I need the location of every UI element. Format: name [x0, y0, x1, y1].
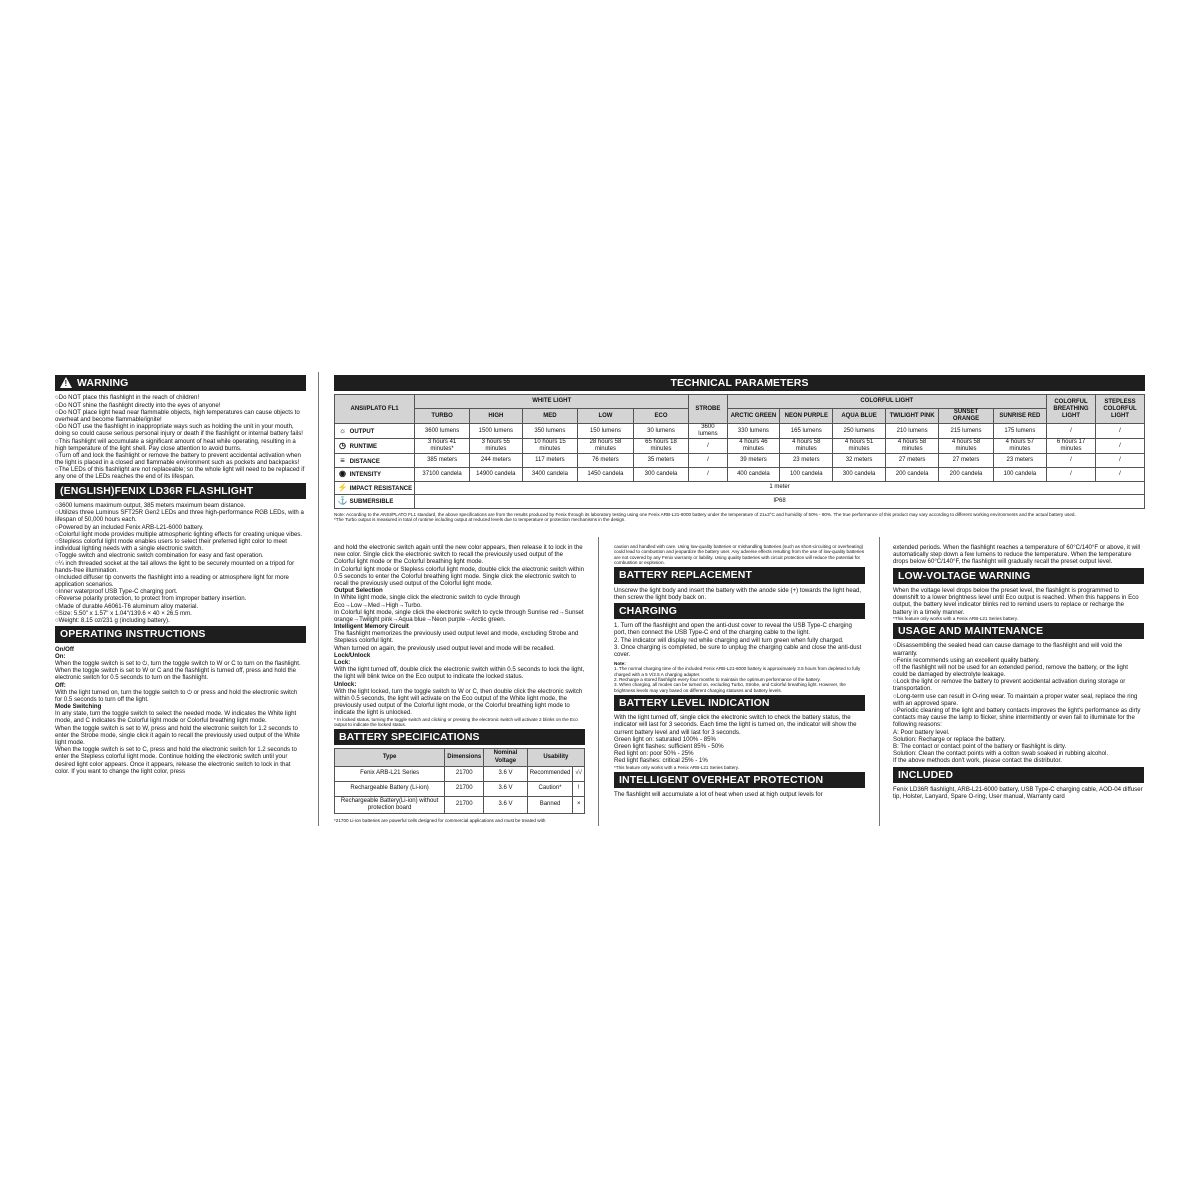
color-mode-header: SUNSET ORANGE	[939, 408, 993, 423]
tech-row	[335, 424, 1145, 439]
impact-row	[335, 481, 1145, 495]
fold-line-2	[598, 537, 599, 826]
usage-item: ○If the flashlight will not be used for an extended period, remove the battery, or the light could be damaged by electrolyte leakage.	[893, 663, 1128, 679]
charging-text-3: 3. Once charging is completed, be sure to unplug the charging cable and close the anti-dust cover.	[614, 643, 862, 658]
feature-item: ○Included diffuser tip converts the flashlight into a reading or atmosphere light for more application scenarios.	[55, 573, 289, 589]
feature-item: ○Weight: 8.15 oz/231 g (including battery).	[55, 617, 170, 624]
table-cell: 4 hours 51 minutes	[833, 439, 886, 454]
table-cell: 100 candela	[780, 468, 833, 482]
strobe-header: STROBE	[689, 395, 727, 424]
feature-item: ○Toggle switch and electronic switch combination for easy and fast operation.	[55, 552, 264, 560]
feature-item: ○Utilizes three Luminus SFT25R Gen2 LEDs and three high-performance RGB LEDs, with a lifespan of 50,000 hours each.	[55, 509, 304, 524]
battery-spec-cell: !	[573, 781, 585, 796]
white-mode-header: TURBO	[415, 408, 470, 423]
on-heading: On:	[55, 652, 66, 660]
table-cell: 4 hours 58 minutes	[780, 439, 833, 454]
impact-icon: ⚡	[337, 482, 348, 492]
battery-note: *21700 Li-ion batteries are powerful cells designed for commercial applications and must be treated with	[334, 817, 546, 823]
off-text: With the light turned on, turn the toggle switch to ⏻ or press and hold the electronic switch for 0.5 seconds to turn off the light.	[55, 688, 298, 703]
usage-list	[893, 642, 1144, 764]
table-cell: 200 candela	[939, 468, 993, 482]
color-mode-header: SUNRISE RED	[993, 408, 1046, 423]
table-cell: /	[1096, 439, 1145, 454]
table-cell: 165 lumens	[780, 424, 833, 439]
overheat-cont-text: extended periods. When the flashlight reaches a temperature of 60°C/140°F or above, it will automatically step down a few lumens to reduce the temperature. When the temperature drops below 60°C/140°F, the flashlight will gradually recall the preset output level.	[893, 544, 1141, 566]
battery-spec-cell: 3.6 V	[484, 766, 527, 781]
battery-spec-cell: 21700	[445, 781, 484, 796]
output-text-1: In White light mode, single click the electronic switch to cycle through Eco→Low→Med→High→Turbo.	[334, 594, 521, 609]
table-cell: /	[689, 454, 727, 468]
unlock-heading: Unlock:	[334, 680, 357, 688]
table-cell: 6 hours 17 minutes	[1047, 439, 1096, 454]
feature-item: ○Inner waterproof USB Type-C charging port.	[55, 588, 178, 596]
tech-header: TECHNICAL PARAMETERS	[334, 375, 1145, 391]
unlock-note: * In locked status, turning the toggle switch and clicking or pressing the electronic switch will activate 2 blinks on the Eco output to indicate the locked status.	[334, 716, 578, 727]
table-cell: 117 meters	[522, 454, 578, 468]
warning-item: ○Do NOT place this flashlight in the reach of children!	[55, 394, 200, 402]
battery-level-header: BATTERY LEVEL INDICATION	[614, 695, 865, 711]
table-cell: 3400 candela	[522, 468, 578, 482]
usage-item: ○Long-term use can result in O-ring wear. To maintain a proper water seal, replace the ring with an approved spare.	[893, 692, 1138, 707]
tech-body	[335, 424, 1145, 509]
usage-item: ○Fenix recommends using an excellent quality battery.	[893, 656, 1040, 664]
battery-spec-cell: Caution*	[527, 781, 573, 796]
charging-text-1: 1. Turn off the flashlight and open the anti-dust cover to reveal the USB Type-C charging port, then connect the USB Type-C end of the charging cable to the light.	[614, 622, 852, 637]
memory-text-2: When turned on again, the previously used output level and mode will be recalled.	[334, 644, 555, 652]
battery-spec-col-header: Dimensions	[445, 749, 484, 766]
caution-text: caution and handled with care. Using low-quality batteries or mishandling batteries (such as short-circuiting or overheating) could lead to combustion and jeopardize the battery user. Any adverse effects resulting from the use of low-quality batteries are not covered by any Fenix warranty or liability. Using quality batteries with circuit protection will reduce the potential for combustion or explosion.	[614, 544, 865, 565]
warning-item: ○Turn off and lock the flashlight or remove the battery to prevent accidental activation when the light is placed in a closed and flammable environment such as pockets and backpacks!	[55, 451, 301, 467]
feature-item: ○Powered by an included Fenix ARB-L21-6000 battery.	[55, 523, 204, 531]
mode-header-row	[335, 408, 1145, 423]
off-heading: Off:	[55, 681, 66, 689]
submersible-value: IP68	[415, 495, 1145, 509]
battery-replacement-header: BATTERY REPLACEMENT	[614, 567, 865, 583]
table-cell: /	[1047, 468, 1096, 482]
usage-item: A: Poor battery level.	[893, 728, 950, 736]
warning-item: ○Do NOT place light head near flammable objects, high temperatures can cause objects to overheat and become flammable/ignite!	[55, 408, 300, 423]
white-mode-header: HIGH	[470, 408, 523, 423]
row-label	[335, 481, 415, 495]
white-mode-header: MED	[522, 408, 578, 423]
row-label-text: IMPACT RESISTANCE	[348, 485, 413, 492]
unlock-text: With the light locked, turn the toggle switch to W or C, then double click the electronic switch within 0.5 seconds, the light will activate on the Eco output of the White light mode, the previously used output of the Colorful light mode, or the Colorful breathing light mode to indicate the light is unlocked.	[334, 687, 583, 717]
overheat-header: INTELLIGENT OVERHEAT PROTECTION	[614, 772, 865, 788]
table-cell: 1450 candela	[578, 468, 634, 482]
table-cell: 3 hours 55 minutes	[470, 439, 523, 454]
cont-text-2: In Colorful light mode or Stepless colorful light mode, double click the electronic switch within 0.5 seconds to enter the Colorful breathing light mode. Single click the electronic switch to recall the previously used output of the Colorful light mode.	[334, 565, 584, 587]
feature-item: ○Colorful light mode provides multiple atmospheric lighting effects for creating unique vibes.	[55, 530, 303, 538]
on-text-2: When the toggle switch is set to W or C and the flashlight is turned off, press and hold the electronic switch for 0.5 seconds to turn on the flashlight.	[55, 667, 297, 682]
row-label-text: DISTANCE	[348, 458, 380, 465]
column-2	[334, 544, 585, 823]
table-cell: 4 hours 57 minutes	[993, 439, 1046, 454]
tech-row	[335, 454, 1145, 468]
battery-spec-body	[335, 766, 585, 813]
table-cell: 100 candela	[993, 468, 1046, 482]
tech-row	[335, 439, 1145, 454]
battery-spec-row	[335, 796, 585, 813]
battery-spec-cell: 3.6 V	[484, 796, 527, 813]
distance-icon: ≡	[340, 455, 345, 465]
battery-spec-cell: Rechargeable Battery(Li-ion) without protection board	[335, 796, 445, 813]
feature-item: ○3600 lumens maximum output, 385 meters maximum beam distance.	[55, 502, 246, 509]
table-cell: 1500 lumens	[470, 424, 523, 439]
fold-line-1	[318, 372, 319, 826]
intensity-icon: ◉	[339, 469, 346, 479]
table-cell: 76 meters	[578, 454, 634, 468]
row-label-text: SUBMERSIBLE	[348, 499, 394, 506]
row-label	[335, 495, 415, 509]
output-text-2: In Colorful light mode, single click the electronic switch to cycle through Sunrise red→Sunset orange→Twilight pink→Aqua blue→Neon purple→Arctic green.	[334, 608, 584, 623]
table-cell: 65 hours 18 minutes	[633, 439, 689, 454]
low-voltage-note: *This feature only works with a Fenix ARB-L21 Series battery.	[893, 615, 1019, 621]
breathing-header: COLORFUL BREATHING LIGHT	[1047, 395, 1096, 424]
usage-item: B: The contact or contact point of the battery or flashlight is dirty.	[893, 742, 1067, 750]
ansi-header: ANSI/PLATO FL1	[335, 395, 415, 424]
memory-text-1: The flashlight memorizes the previously used output level and mode, excluding Strobe and Stepless colorful light.	[334, 630, 579, 645]
level-text-2: Green light on: saturated 100% - 85%	[614, 735, 716, 743]
battery-spec-cell: Recommended	[527, 766, 573, 781]
on-text-1: When the toggle switch is set to ⏻, turn the toggle switch to W or C to turn on the flashlight.	[55, 659, 301, 667]
battery-spec-cell: 3.6 V	[484, 781, 527, 796]
table-cell: 30 lumens	[633, 424, 689, 439]
warning-item: ○Do NOT use the flashlight in inappropriate ways such as holding the unit in your mouth, doing so could cause serious personal injury or death if the flashlight or internal battery fails!	[55, 423, 303, 438]
intro-header: (ENGLISH)FENIX LD36R FLASHLIGHT	[55, 483, 306, 499]
table-cell: 3600 lumens	[415, 424, 470, 439]
overheat-text: The flashlight will accumulate a lot of heat when used at high output levels for	[614, 791, 823, 799]
battery-spec-header-row	[335, 749, 585, 766]
lock-heading: Lock:	[334, 659, 351, 666]
table-cell: 35 meters	[633, 454, 689, 468]
impact-value: 1 meter	[415, 481, 1145, 495]
charging-text-2: 2. The indicator will display red while charging and will turn green when fully charged.	[614, 636, 844, 644]
feature-item: ○¼ inch threaded socket at the tail allows the light to be securely mounted on a tripod for hands-free illumination.	[55, 559, 295, 574]
row-label	[335, 454, 415, 468]
output-selection-heading: Output Selection	[334, 587, 383, 595]
tech-section	[334, 373, 1145, 522]
mode-text-1: In any state, turn the toggle switch to select the needed mode. W indicates the White light mode, and C indicates the Colorful light mode or Colorful breathing light mode.	[55, 710, 297, 725]
submersible-icon: ⚓	[337, 496, 348, 506]
row-label-text: OUTPUT	[348, 429, 375, 436]
table-cell: /	[1047, 454, 1096, 468]
warning-list	[55, 394, 306, 480]
included-header: INCLUDED	[893, 767, 1144, 783]
runtime-icon: ◷	[339, 441, 346, 451]
memory-heading: Intelligent Memory Circuit	[334, 623, 409, 631]
table-cell: 400 candela	[727, 468, 780, 482]
color-mode-header: NEON PURPLE	[780, 408, 833, 423]
battery-spec-cell: ×	[573, 796, 585, 813]
white-light-header: WHITE LIGHT	[415, 395, 689, 409]
warning-item: ○The LEDs of this flashlight are not replaceable; so the whole light will need to be replaced if any one of the LEDs reaches the end of its lifespan.	[55, 466, 305, 481]
submersible-row	[335, 495, 1145, 509]
table-cell: 28 hours 58 minutes	[578, 439, 634, 454]
battery-spec-col-header: Nominal Voltage	[484, 749, 527, 766]
table-cell: /	[1096, 468, 1145, 482]
table-cell: 4 hours 58 minutes	[885, 439, 939, 454]
table-cell: 244 meters	[470, 454, 523, 468]
charging-note-3: 3. When charging, all modes can be turned on, excluding Turbo, Strobe, and Colorful breathing light. However, the brightness levels may vary based on different charging statuses and battery levels.	[614, 682, 846, 693]
table-cell: 300 candela	[833, 468, 886, 482]
level-text-5: Red light flashes: critical 25% - 1%	[614, 757, 708, 765]
table-cell: 10 hours 15 minutes	[522, 439, 578, 454]
color-mode-header: TWILIGHT PINK	[885, 408, 939, 423]
table-cell: 150 lumens	[578, 424, 634, 439]
white-mode-header: ECO	[633, 408, 689, 423]
battery-spec-table	[334, 748, 585, 813]
table-cell: 215 lumens	[939, 424, 993, 439]
cont-text: and hold the electronic switch again until the new color appears, then release it to lock in the new color. Single click the electronic switch to recall the previously used output of the Colorful light mode or the Colorful breathing light mode.	[334, 544, 583, 566]
battery-spec-header: BATTERY SPECIFICATIONS	[334, 729, 585, 745]
table-cell: 27 meters	[885, 454, 939, 468]
table-cell: 300 candela	[633, 468, 689, 482]
usage-item: Solution: Clean the contact points with a cotton swab soaked in rubbing alcohol.	[893, 750, 1109, 758]
low-voltage-text: When the voltage level drops below the preset level, the flashlight is programmed to downshift to a lower brightness level until Eco output is reached. When this happens in Eco output, the battery level indicator blinks red to remind users to replace or recharge the battery in a timely manner.	[893, 586, 1139, 616]
warning-triangle-icon	[60, 377, 72, 388]
feature-item: ○Size: 5.50" x 1.57" x 1.04"/139.6 × 40 × 26.5 mm.	[55, 609, 192, 617]
table-cell: 3 hours 41 minutes*	[415, 439, 470, 454]
lock-unlock-heading: Lock/Unlock	[334, 651, 371, 659]
charging-note-2: 2. Recharge a stored flashlight every four months to maintain the optimum performance of the battery.	[614, 677, 821, 683]
level-text-3: Green light flashes: sufficient 85% - 50%	[614, 743, 724, 750]
tech-row	[335, 468, 1145, 482]
usage-item: Solution: Recharge or replace the battery.	[893, 735, 1006, 743]
warning-item: ○Do NOT shine the flashlight directly into the eyes of anyone!	[55, 401, 221, 409]
row-label	[335, 439, 415, 454]
column-3	[614, 544, 865, 798]
table-cell: 175 lumens	[993, 424, 1046, 439]
lock-text: With the light turned off, double click the electronic switch within 0.5 seconds to lock the light, the light will blink twice on the Eco output to indicate the locked status.	[334, 666, 585, 681]
table-cell: 210 lumens	[885, 424, 939, 439]
table-cell: 3600 lumens	[689, 424, 727, 439]
feature-item: ○Made of durable A6061-T6 aluminum alloy material.	[55, 602, 199, 610]
table-cell: 4 hours 58 minutes	[939, 439, 993, 454]
color-mode-header: ARCTIC GREEN	[727, 408, 780, 423]
table-cell: 385 meters	[415, 454, 470, 468]
feature-item: ○Stepless colorful light mode enables users to select their preferred light color to meet individual lighting needs with a single electronic switch.	[55, 537, 287, 553]
level-note: *This feature only works with a Fenix ARB-L21 Series battery.	[614, 764, 740, 770]
table-cell: 37100 candela	[415, 468, 470, 482]
table-cell: 4 hours 46 minutes	[727, 439, 780, 454]
column-warning	[55, 373, 306, 775]
white-mode-header: LOW	[578, 408, 634, 423]
battery-spec-cell: 21700	[445, 766, 484, 781]
table-cell: 23 meters	[780, 454, 833, 468]
feature-list	[55, 502, 306, 624]
table-cell: /	[1047, 424, 1096, 439]
colorful-light-header: COLORFUL LIGHT	[727, 395, 1046, 409]
onoff-heading: On/Off	[55, 645, 74, 653]
usage-item: ○Lock the light or remove the battery to prevent accidental activation during storage or transportation.	[893, 678, 1126, 693]
table-cell: 200 candela	[885, 468, 939, 482]
table-cell: 23 meters	[993, 454, 1046, 468]
battery-spec-row	[335, 781, 585, 796]
battery-spec-cell: Banned	[527, 796, 573, 813]
table-cell: 250 lumens	[833, 424, 886, 439]
color-mode-header: AQUA BLUE	[833, 408, 886, 423]
feature-item: ○Reverse polarity protection, to protect from improper battery insertion.	[55, 595, 247, 603]
battery-spec-cell: Rechargeable Battery (Li-ion)	[335, 781, 445, 796]
battery-spec-cell: Fenix ARB-L21 Series	[335, 766, 445, 781]
column-4	[893, 544, 1144, 800]
stepless-header: STEPLESS COLORFUL LIGHT	[1096, 395, 1145, 424]
usage-item: ○Periodic cleaning of the light and battery contacts improves the light's performance as dirty contacts may cause the lamp to flicker, shine intermittently or even fail to illuminate for the following reasons:	[893, 707, 1141, 729]
table-cell: /	[1096, 424, 1145, 439]
row-label	[335, 424, 415, 439]
usage-item: If the above methods don't work, please contact the distributor.	[893, 757, 1062, 765]
battery-spec-col-header: Type	[335, 749, 445, 766]
usage-header: USAGE AND MAINTENANCE	[893, 623, 1144, 639]
low-voltage-header: LOW-VOLTAGE WARNING	[893, 568, 1144, 584]
tech-note: Note: According to the ANSI/PLATO FL1 standard, the above specifications are from the results produced by Fenix through its laboratory testing using one Fenix ARB-L21-6000 battery under the temperature of 21±3°C and humidity of 50% - 80%. The true performance of this product may vary according to different working environments and the actual battery used.	[334, 511, 1076, 517]
mode-text-2: When the toggle switch is set to W, press and hold the electronic switch for 1.2 seconds to enter the Strobe mode, single click it again to recall the previously used output of the White light mode.	[55, 724, 300, 746]
charging-note-heading: Note:	[614, 661, 626, 667]
mode-text-3: When the toggle switch is set to C, press and hold the electronic switch for 1.2 seconds to enter the Stepless colorful light mode. Continue holding the electronic switch until your desired light color appears. Once it appears, release the electronic switch to lock in that color. If you want to change the light color, press	[55, 746, 297, 775]
operating-header: OPERATING INSTRUCTIONS	[55, 626, 306, 642]
warning-header: !WARNING	[55, 375, 306, 391]
table-cell: 330 lumens	[727, 424, 780, 439]
table-cell: 32 meters	[833, 454, 886, 468]
mode-heading: Mode Switching	[55, 703, 102, 711]
battery-spec-row	[335, 766, 585, 781]
table-cell: 39 meters	[727, 454, 780, 468]
usage-item: ○Disassembling the sealed head can cause damage to the flashlight and will void the warranty.	[893, 642, 1123, 657]
charging-note-1: 1. The normal charging time of the included Fenix ARB-L21-6000 battery is approximately 3.5 hours from depleted to fully charged with a 5 V/2.5 A charging adapter.	[614, 666, 861, 677]
table-cell: 27 meters	[939, 454, 993, 468]
included-text: Fenix LD36R flashlight, ARB-L21-6000 battery, USB Type-C charging cable, AOD-04 diffuser tip, Holster, Lanyard, Spare O-ring, User manual, Warranty card	[893, 785, 1143, 801]
battery-spec-cell: 21700	[445, 796, 484, 813]
battery-spec-cell: √√	[573, 766, 585, 781]
tech-note-2: *The Turbo output is measured in total of runtime including output at reduced levels due to temperature or protection mechanisms in the design.	[334, 517, 626, 523]
level-text-1: With the light turned off, single click the electronic switch to check the battery status, the indicator will last for 3 seconds. Each time the light is turned on, the indicator will show the current battery level and will last for 3 seconds.	[614, 714, 857, 736]
tech-table	[334, 394, 1145, 508]
row-label	[335, 468, 415, 482]
table-cell: 14900 candela	[470, 468, 523, 482]
replacement-text: Unscrew the light body and insert the battery with the anode side (+) towards the light head, then screw the light body back on.	[614, 586, 862, 601]
row-label-text: INTENSITY	[348, 472, 382, 479]
table-cell: /	[689, 468, 727, 482]
warning-item: ○This flashlight will accumulate a significant amount of heat while operating, resulting in a high temperature of the light shell. Pay close attention to avoid burns.	[55, 437, 296, 452]
level-text-4: Red light on: poor 50% - 25%	[614, 750, 694, 758]
table-cell: /	[1096, 454, 1145, 468]
row-label-text: RUNTIME	[348, 444, 377, 451]
table-cell: 350 lumens	[522, 424, 578, 439]
charging-header: CHARGING	[614, 603, 865, 619]
fold-line-3	[879, 537, 880, 826]
table-cell: /	[689, 439, 727, 454]
battery-spec-col-header: Usability	[527, 749, 584, 766]
output-icon: ☼	[338, 426, 347, 436]
